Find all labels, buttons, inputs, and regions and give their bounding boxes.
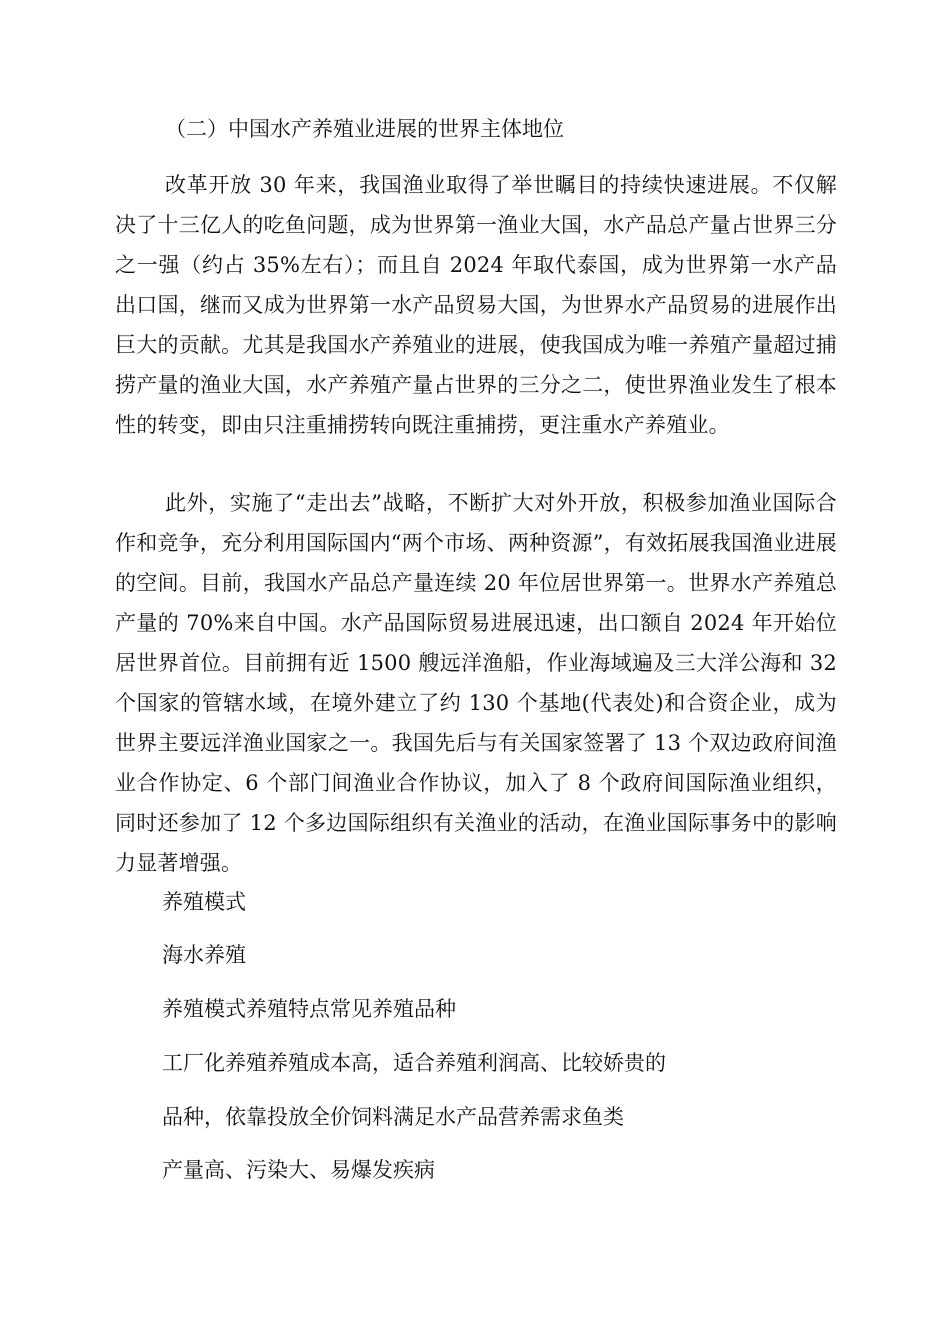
text-line: 养殖模式 [162,890,246,914]
text-line: 工厂化养殖养殖成本高，适合养殖利润高、比较娇贵的 [162,1051,666,1075]
section-heading: （二）中国水产养殖业进展的世界主体地位 [165,117,564,141]
text-line: 养殖模式养殖特点常见养殖品种 [162,997,456,1021]
text-line: 产量高、污染大、易爆发疾病 [162,1158,435,1182]
text-line: 品种，依靠投放全价饲料满足水产品营养需求鱼类 [162,1105,624,1129]
paragraph-international-cooperation: 此外，实施了“走出去”战略，不断扩大对外开放，积极参加渔业国际合作和竞争，充分利用国际国内“两个市场、两种资源”，有效拓展我国渔业进展的空间。目前，我国水产品总产量连续 20 年位居世界第一。世界水产养殖总产量的 70%来自中国。水产品国际贸易进展迅速，出口额自 2024 年开始位居世界首位。目前拥有近 1500 艘远洋渔船，作业海域遍及三大洋公海和 32 个国家的管辖水域，在境外建立了约 130 个基地(代表处)和合资企业，成为世界主要远洋渔业国家之一。我国先后与有关国家签署了 13 个双边政府间渔业合作协定、6 个部门间渔业合作协议，加入了 8 个政府间国际渔业组织，同时还参加了 12 个多边国际组织有关渔业的活动，在渔业国际事务中的影响力显著增强。 [115,491,837,875]
text-line: 海水养殖 [162,943,246,967]
paragraph-reform-progress: 改革开放 30 年来，我国渔业取得了举世瞩目的持续快速进展。不仅解决了十三亿人的吃鱼问题，成为世界第一渔业大国，水产品总产量占世界三分之一强（约占 35%左右）；而且自 2024 年取代泰国，成为世界第一水产品出口国，继而又成为世界第一水产品贸易大国，为世界水产品贸易的进展作出巨大的贡献。尤其是我国水产养殖业的进展，使我国成为唯一养殖产量超过捕捞产量的渔业大国，水产养殖产量占世界的三分之二，使世界渔业发生了根本性的转变，即由只注重捕捞转向既注重捕捞，更注重水产养殖业。 [115,173,837,437]
document-page [115,0,837,1344]
